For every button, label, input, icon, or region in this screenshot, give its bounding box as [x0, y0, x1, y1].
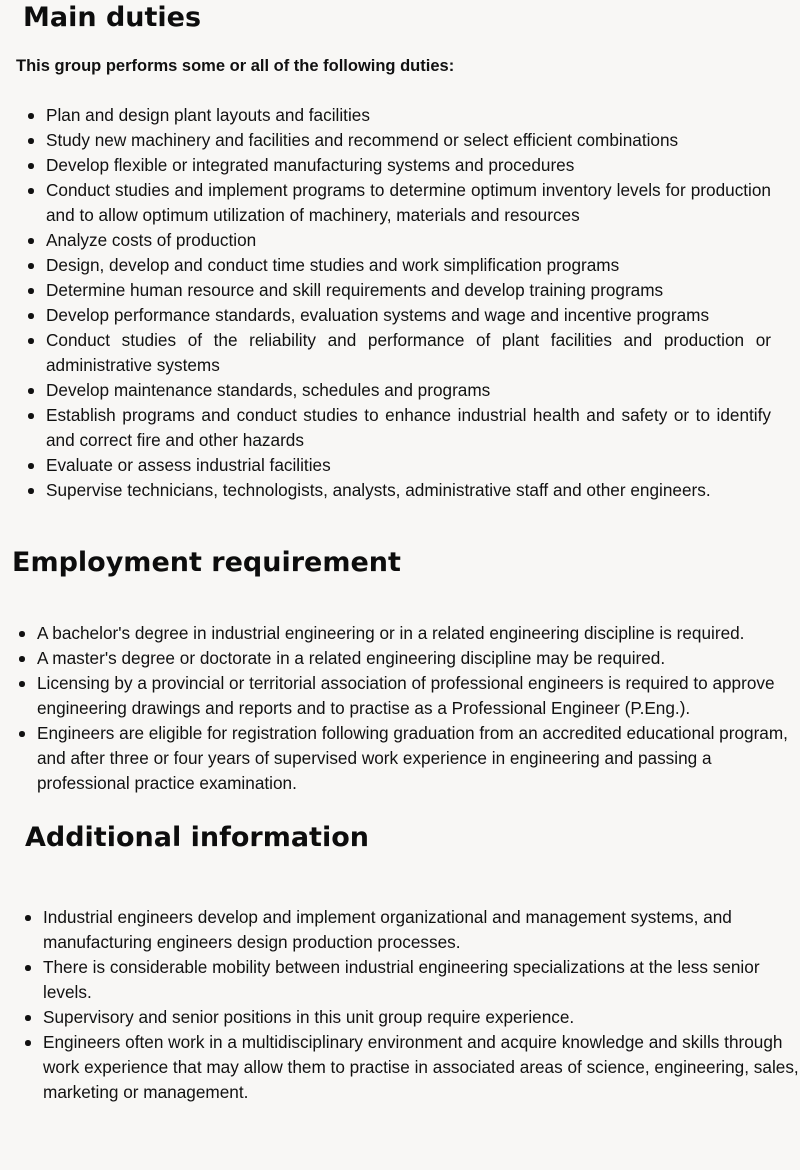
main-duties-list	[46, 103, 771, 503]
list-item: Develop flexible or integrated manufacturing systems and procedures	[46, 153, 771, 178]
list-item: Develop performance standards, evaluation systems and wage and incentive programs	[46, 303, 771, 328]
employment-requirement-list	[37, 621, 797, 796]
list-item: Industrial engineers develop and implement organizational and management systems, and manufacturing engineers design production processes.	[43, 905, 800, 955]
list-item: Supervisory and senior positions in this unit group require experience.	[43, 1005, 800, 1030]
employment-requirement-heading: Employment requirement	[12, 547, 401, 578]
list-item: Determine human resource and skill requirements and develop training programs	[46, 278, 771, 303]
list-item: Analyze costs of production	[46, 228, 771, 253]
list-item: Evaluate or assess industrial facilities	[46, 453, 771, 478]
list-item: Conduct studies and implement programs to determine optimum inventory levels for production and to allow optimum utilization of machinery, materials and resources	[46, 178, 771, 228]
list-item: There is considerable mobility between industrial engineering specializations at the less senior levels.	[43, 955, 800, 1005]
list-item: A master's degree or doctorate in a related engineering discipline may be required.	[37, 646, 797, 671]
list-item: Supervise technicians, technologists, analysts, administrative staff and other engineers.	[46, 478, 771, 503]
list-item: Plan and design plant layouts and facilities	[46, 103, 771, 128]
list-item: Establish programs and conduct studies to enhance industrial health and safety or to identify and correct fire and other hazards	[46, 403, 771, 453]
list-item: A bachelor's degree in industrial engineering or in a related engineering discipline is required.	[37, 621, 797, 646]
additional-information-list	[43, 905, 800, 1105]
list-item: Licensing by a provincial or territorial association of professional engineers is required to approve engineering drawings and reports and to practise as a Professional Engineer (P.Eng.).	[37, 671, 797, 721]
list-item: Design, develop and conduct time studies and work simplification programs	[46, 253, 771, 278]
list-item: Engineers are eligible for registration following graduation from an accredited educational program, and after three or four years of supervised work experience in engineering and passing a professional practice examination.	[37, 721, 797, 796]
main-duties-intro: This group performs some or all of the following duties:	[16, 57, 455, 75]
list-item: Study new machinery and facilities and recommend or select efficient combinations	[46, 128, 771, 153]
additional-information-heading: Additional information	[25, 822, 369, 853]
list-item: Conduct studies of the reliability and performance of plant facilities and production or administrative systems	[46, 328, 771, 378]
list-item: Develop maintenance standards, schedules and programs	[46, 378, 771, 403]
list-item: Engineers often work in a multidisciplinary environment and acquire knowledge and skills through work experience that may allow them to practise in associated areas of science, engineering, sales, marketing or management.	[43, 1030, 800, 1105]
main-duties-heading: Main duties	[23, 2, 202, 33]
